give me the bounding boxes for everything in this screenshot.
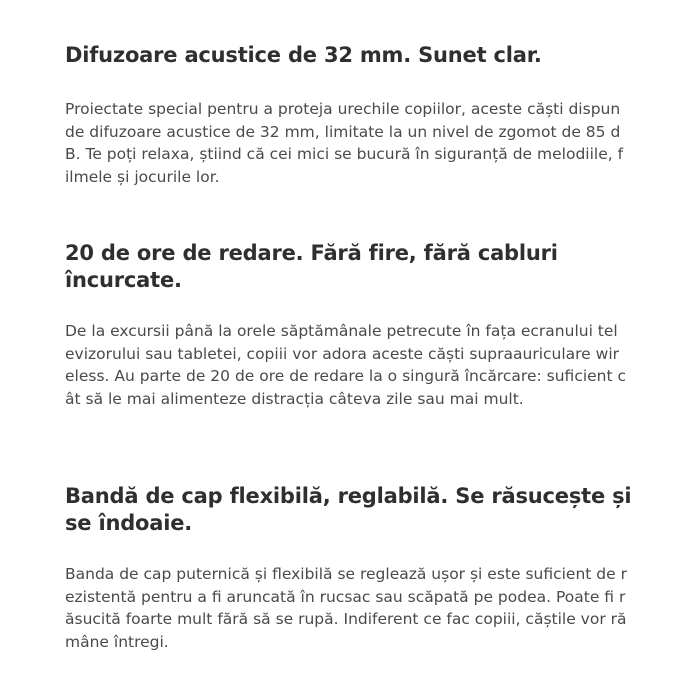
feature-section-headband	[65, 483, 635, 651]
section-body: Banda de cap puternică și flexibilă se reglează ușor și este suficient de rezistentă pentru a fi aruncată în rucsac sau scăpată pe podea. Poate fi răsucită foarte mult fără să se rupă. Indiferent ce fac copiii, căștile vor rămâne întregi.	[65, 565, 627, 651]
feature-section-playtime	[65, 240, 635, 408]
feature-section-speakers	[65, 42, 635, 186]
section-heading: 20 de ore de redare. Fără fire, fără cabluri încurcate.	[65, 241, 558, 292]
section-heading: Bandă de cap flexibilă, reglabilă. Se răsucește și se îndoaie.	[65, 484, 632, 535]
section-body: De la excursii până la orele săptămânale petrecute în fața ecranului televizorului sau tabletei, copiii vor adora aceste căști supraauriculare wireless. Au parte de 20 de ore de redare la o singură încărcare: suficient cât să le mai alimenteze distracția câteva zile sau mai mult.	[65, 322, 627, 408]
section-heading: Difuzoare acustice de 32 mm. Sunet clar.	[65, 43, 542, 67]
section-body: Proiectate special pentru a proteja urechile copiilor, aceste căști dispun de difuzoare acustice de 32 mm, limitate la un nivel de zgomot de 85 dB. Te poți relaxa, știind că cei mici se bucură în siguranță de melodiile, filmele și jocurile lor.	[65, 100, 624, 186]
